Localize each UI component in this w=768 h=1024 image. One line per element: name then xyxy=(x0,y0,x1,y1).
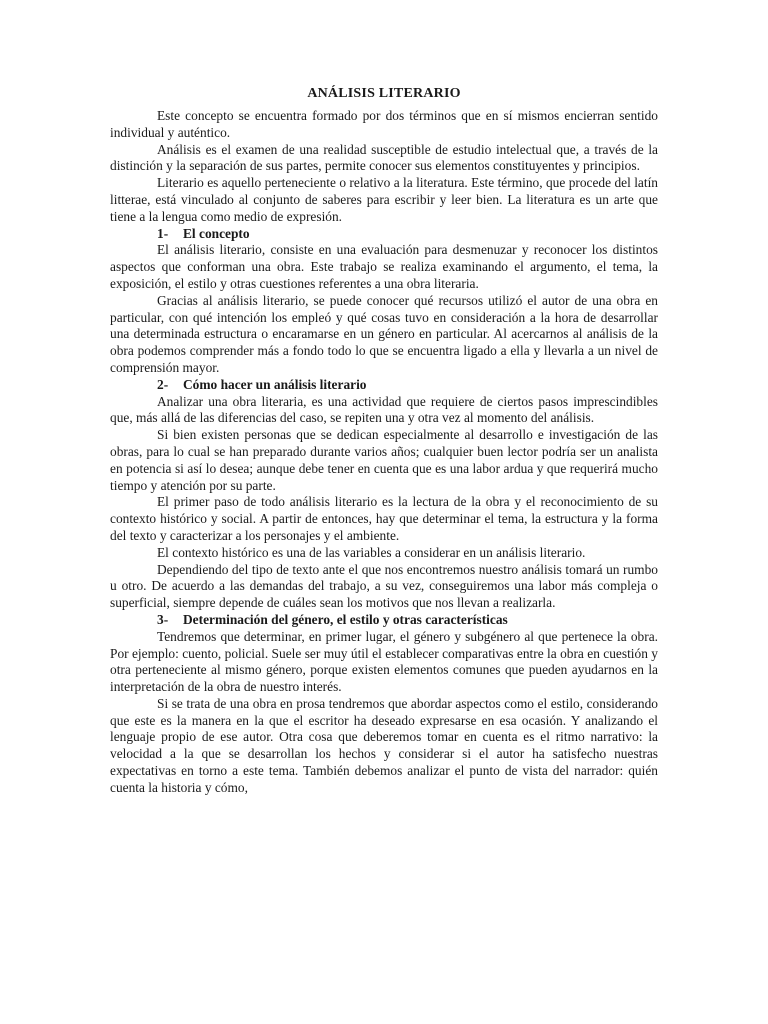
body-paragraph: El primer paso de todo análisis literario es la lectura de la obra y el reconocimiento de su contexto histórico y social. A partir de entonces, hay que determinar el tema, la estructura y la forma del texto y caracterizar a los personajes y el ambiente. xyxy=(110,494,658,543)
section-title: El concepto xyxy=(183,225,250,241)
intro-paragraph: Análisis es el examen de una realidad susceptible de estudio intelectual que, a través de la distinción y la separación de sus partes, permite conocer sus elementos constituyentes y principios. xyxy=(110,141,658,174)
section-number: 1- xyxy=(157,225,169,241)
section-number: 2- xyxy=(157,376,169,392)
section-title: Determinación del género, el estilo y otras características xyxy=(183,611,508,627)
section-heading-3 xyxy=(110,612,658,629)
section-heading-1 xyxy=(110,226,658,243)
body-paragraph: Tendremos que determinar, en primer lugar, el género y subgénero al que pertenece la obra. Por ejemplo: cuento, policial. Suele ser muy útil el establecer comparativas entre la obra en cuestión y otra perteneciente al mismo género, porque existen elementos comunes que pueden ayudarnos en la interpretación de la obra de nuestro interés. xyxy=(110,628,658,695)
section-title: Cómo hacer un análisis literario xyxy=(183,376,367,392)
body-paragraph: El contexto histórico es una de las variables a considerar en un análisis literario. xyxy=(157,544,586,560)
section-heading-2 xyxy=(110,377,658,394)
section-number: 3- xyxy=(157,611,169,627)
body-paragraph: Si se trata de una obra en prosa tendremos que abordar aspectos como el estilo, considerando que este es la manera en la que el escritor ha deseado expresarse en esa ocasión. Y analizando el lenguaje propio de ese autor. Otra cosa que deberemos tomar en cuenta es el ritmo narrativo: la velocidad a la que se desarrollan los hechos y considerar si el autor ha satisfecho nuestras expectativas en torno a este tema. También debemos analizar el punto de vista del narrador: quién cuenta la historia y cómo, xyxy=(110,695,658,795)
intro-paragraph: Literario es aquello perteneciente o relativo a la literatura. Este término, que procede del latín litterae, está vinculado al conjunto de saberes para escribir y leer bien. La literatura es un arte que tiene a la lengua como medio de expresión. xyxy=(110,175,658,224)
intro-paragraph: Este concepto se encuentra formado por dos términos que en sí mismos encierran sentido individual y auténtico. xyxy=(110,108,658,140)
document-title: ANÁLISIS LITERARIO xyxy=(307,86,461,101)
body-paragraph: Si bien existen personas que se dedican especialmente al desarrollo e investigación de las obras, para lo cual se han preparado durante varios años; cualquier buen lector podría ser un analista en potencia si así lo desea; aunque debe tener en cuenta que es una labor ardua y que requerirá mucho tiempo y atención por su parte. xyxy=(110,427,658,493)
body-paragraph: Analizar una obra literaria, es una actividad que requiere de ciertos pasos imprescindibles que, más allá de las diferencias del caso, se repiten una y otra vez al momento del análisis. xyxy=(110,393,658,426)
body-paragraph: El análisis literario, consiste en una evaluación para desmenuzar y reconocer los distintos aspectos que conforman una obra. Este trabajo se realiza examinando el argumento, el tema, la exposición, el estilo y otras cuestiones referentes a una obra literaria. xyxy=(110,242,658,291)
body-paragraph: Gracias al análisis literario, se puede conocer qué recursos utilizó el autor de una obra en particular, con qué intención los empleó y qué cosas tuvo en consideración a la hora de desarrollar una determinada estructura o encaramarse en un género en particular. Al acercarnos al análisis de la obra podemos comprender más a fondo todo lo que se encuentra ligado a ella y llevarla a un nivel de comprensión mayor. xyxy=(110,292,658,375)
body-paragraph: Dependiendo del tipo de texto ante el que nos encontremos nuestro análisis tomará un rumbo u otro. De acuerdo a las demandas del trabajo, a su vez, conseguiremos una labor más compleja o superficial, siempre depende de cuáles sean los motivos que nos llevan a realizarla. xyxy=(110,561,658,611)
